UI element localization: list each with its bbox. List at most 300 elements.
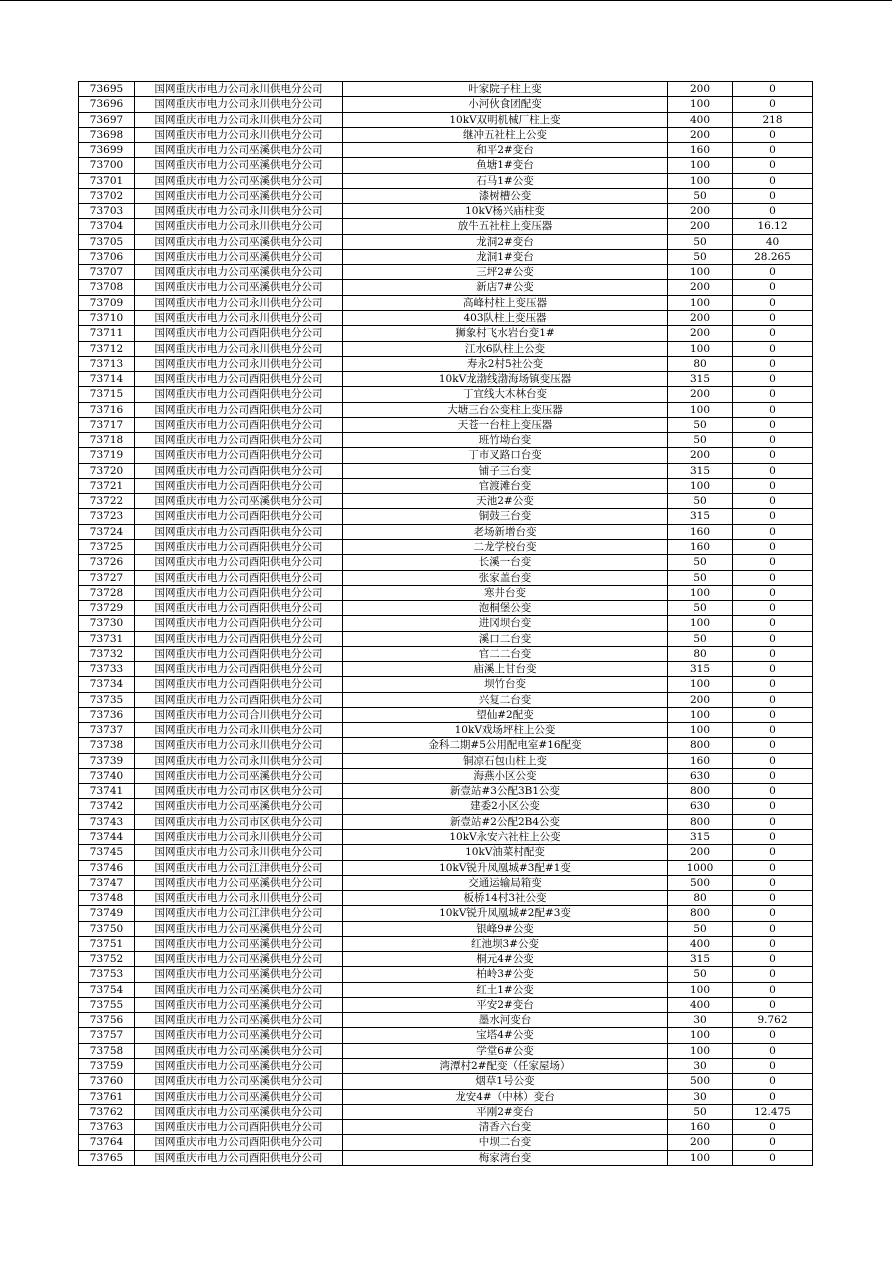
company-cell: 国网重庆市电力公司巫溪供电分公司 <box>135 188 343 203</box>
record-id-cell: 73733 <box>79 662 135 677</box>
table-row <box>79 662 813 677</box>
value-cell: 0 <box>733 372 813 387</box>
record-id-cell: 73723 <box>79 509 135 524</box>
record-id-cell: 73698 <box>79 127 135 142</box>
table-row <box>79 494 813 509</box>
transformer-name-cell: 江水6队柱上公变 <box>343 341 668 356</box>
record-id-cell: 73764 <box>79 1135 135 1150</box>
capacity-cell: 50 <box>668 921 733 936</box>
value-cell: 0 <box>733 570 813 585</box>
table-row <box>79 372 813 387</box>
transformer-name-cell: 湾潭村2#配变（任家屋场） <box>343 1059 668 1074</box>
transformer-name-cell: 龙洞2#变台 <box>343 234 668 249</box>
table-row <box>79 555 813 570</box>
value-cell: 0 <box>733 127 813 142</box>
value-cell: 0 <box>733 1135 813 1150</box>
capacity-cell: 160 <box>668 1120 733 1135</box>
transformer-name-cell: 桐元4#公变 <box>343 952 668 967</box>
transformer-name-cell: 兴复二台变 <box>343 692 668 707</box>
value-cell: 0 <box>733 616 813 631</box>
transformer-name-cell: 10kV双明机械厂柱上变 <box>343 112 668 127</box>
capacity-cell: 100 <box>668 616 733 631</box>
transformer-name-cell: 梅家湾台变 <box>343 1150 668 1165</box>
transformer-name-cell: 新壹站#2公配2B4公变 <box>343 814 668 829</box>
transformer-name-cell: 铺子三台变 <box>343 463 668 478</box>
value-cell: 0 <box>733 982 813 997</box>
capacity-cell: 100 <box>668 295 733 310</box>
company-cell: 国网重庆市电力公司巫溪供电分公司 <box>135 173 343 188</box>
table-row <box>79 509 813 524</box>
company-cell: 国网重庆市电力公司市区供电分公司 <box>135 814 343 829</box>
capacity-cell: 200 <box>668 692 733 707</box>
company-cell: 国网重庆市电力公司永川供电分公司 <box>135 204 343 219</box>
company-cell: 国网重庆市电力公司永川供电分公司 <box>135 830 343 845</box>
capacity-cell: 315 <box>668 952 733 967</box>
transformer-name-cell: 清香六台变 <box>343 1120 668 1135</box>
transformer-name-cell: 班竹坳台变 <box>343 433 668 448</box>
table-row <box>79 1120 813 1135</box>
value-cell: 0 <box>733 494 813 509</box>
transformer-name-cell: 建委2小区公变 <box>343 799 668 814</box>
transformer-name-cell: 金科二期#5公用配电室#16配变 <box>343 738 668 753</box>
capacity-cell: 200 <box>668 219 733 234</box>
capacity-cell: 800 <box>668 814 733 829</box>
company-cell: 国网重庆市电力公司永川供电分公司 <box>135 341 343 356</box>
company-cell: 国网重庆市电力公司酉阳供电分公司 <box>135 478 343 493</box>
capacity-cell: 800 <box>668 784 733 799</box>
capacity-cell: 315 <box>668 463 733 478</box>
record-id-cell: 73706 <box>79 249 135 264</box>
transformer-name-cell: 海燕小区公变 <box>343 768 668 783</box>
table-row <box>79 585 813 600</box>
record-id-cell: 73756 <box>79 1013 135 1028</box>
capacity-cell: 100 <box>668 265 733 280</box>
transformer-name-cell: 泡桐堡公变 <box>343 601 668 616</box>
record-id-cell: 73717 <box>79 417 135 432</box>
value-cell: 0 <box>733 143 813 158</box>
capacity-cell: 30 <box>668 1059 733 1074</box>
transformer-name-cell: 放牛五社柱上变压器 <box>343 219 668 234</box>
company-cell: 国网重庆市电力公司永川供电分公司 <box>135 310 343 325</box>
capacity-cell: 630 <box>668 768 733 783</box>
company-cell: 国网重庆市电力公司巫溪供电分公司 <box>135 1104 343 1119</box>
company-cell: 国网重庆市电力公司永川供电分公司 <box>135 295 343 310</box>
page-top-rule <box>0 0 892 1</box>
table-row <box>79 417 813 432</box>
company-cell: 国网重庆市电力公司酉阳供电分公司 <box>135 677 343 692</box>
transformer-name-cell: 学堂6#公变 <box>343 1043 668 1058</box>
company-cell: 国网重庆市电力公司酉阳供电分公司 <box>135 448 343 463</box>
company-cell: 国网重庆市电力公司巫溪供电分公司 <box>135 768 343 783</box>
company-cell: 国网重庆市电力公司酉阳供电分公司 <box>135 601 343 616</box>
transformer-name-cell: 狮象村飞水岩台变1# <box>343 326 668 341</box>
table-row <box>79 387 813 402</box>
capacity-cell: 100 <box>668 97 733 112</box>
value-cell: 0 <box>733 997 813 1012</box>
company-cell: 国网重庆市电力公司酉阳供电分公司 <box>135 402 343 417</box>
company-cell: 国网重庆市电力公司市区供电分公司 <box>135 784 343 799</box>
transformer-name-cell: 坝竹台变 <box>343 677 668 692</box>
company-cell: 国网重庆市电力公司巫溪供电分公司 <box>135 921 343 936</box>
capacity-cell: 80 <box>668 356 733 371</box>
record-id-cell: 73727 <box>79 570 135 585</box>
company-cell: 国网重庆市电力公司酉阳供电分公司 <box>135 692 343 707</box>
transformer-name-cell: 平安2#变台 <box>343 997 668 1012</box>
record-id-cell: 73749 <box>79 906 135 921</box>
value-cell: 9.762 <box>733 1013 813 1028</box>
value-cell: 28.265 <box>733 249 813 264</box>
record-id-cell: 73757 <box>79 1028 135 1043</box>
transformer-name-cell: 403队柱上变压器 <box>343 310 668 325</box>
company-cell: 国网重庆市电力公司巫溪供电分公司 <box>135 1043 343 1058</box>
value-cell: 0 <box>733 936 813 951</box>
record-id-cell: 73725 <box>79 539 135 554</box>
record-id-cell: 73762 <box>79 1104 135 1119</box>
transformer-name-cell: 中坝二台变 <box>343 1135 668 1150</box>
record-id-cell: 73701 <box>79 173 135 188</box>
table-row <box>79 1135 813 1150</box>
company-cell: 国网重庆市电力公司酉阳供电分公司 <box>135 387 343 402</box>
value-cell: 0 <box>733 646 813 661</box>
value-cell: 0 <box>733 524 813 539</box>
company-cell: 国网重庆市电力公司合川供电分公司 <box>135 707 343 722</box>
transformer-name-cell: 10kV锐升凤凰城#3配#1变 <box>343 860 668 875</box>
value-cell: 0 <box>733 97 813 112</box>
value-cell: 0 <box>733 1089 813 1104</box>
value-cell: 0 <box>733 158 813 173</box>
company-cell: 国网重庆市电力公司巫溪供电分公司 <box>135 234 343 249</box>
capacity-cell: 200 <box>668 310 733 325</box>
transformer-name-cell: 丁宜线大木林台变 <box>343 387 668 402</box>
company-cell: 国网重庆市电力公司永川供电分公司 <box>135 753 343 768</box>
record-id-cell: 73720 <box>79 463 135 478</box>
company-cell: 国网重庆市电力公司巫溪供电分公司 <box>135 1013 343 1028</box>
transformer-name-cell: 三坪2#公变 <box>343 265 668 280</box>
value-cell: 0 <box>733 662 813 677</box>
table-row <box>79 1059 813 1074</box>
company-cell: 国网重庆市电力公司巫溪供电分公司 <box>135 265 343 280</box>
value-cell: 0 <box>733 1074 813 1089</box>
company-cell: 国网重庆市电力公司巫溪供电分公司 <box>135 494 343 509</box>
transformer-name-cell: 和平2#变台 <box>343 143 668 158</box>
transformer-name-cell: 10kV杨兴庙柱变 <box>343 204 668 219</box>
record-id-cell: 73758 <box>79 1043 135 1058</box>
record-id-cell: 73703 <box>79 204 135 219</box>
value-cell: 0 <box>733 952 813 967</box>
record-id-cell: 73715 <box>79 387 135 402</box>
record-id-cell: 73740 <box>79 768 135 783</box>
record-id-cell: 73754 <box>79 982 135 997</box>
value-cell: 16.12 <box>733 219 813 234</box>
transformer-name-cell: 10kV戏场坪柱上公变 <box>343 723 668 738</box>
table-row <box>79 97 813 112</box>
capacity-cell: 500 <box>668 875 733 890</box>
company-cell: 国网重庆市电力公司巫溪供电分公司 <box>135 997 343 1012</box>
table-row <box>79 753 813 768</box>
record-id-cell: 73712 <box>79 341 135 356</box>
record-id-cell: 73738 <box>79 738 135 753</box>
value-cell: 0 <box>733 814 813 829</box>
value-cell: 0 <box>733 1059 813 1074</box>
transformer-name-cell: 官二二台变 <box>343 646 668 661</box>
value-cell: 0 <box>733 1150 813 1165</box>
company-cell: 国网重庆市电力公司酉阳供电分公司 <box>135 585 343 600</box>
record-id-cell: 73697 <box>79 112 135 127</box>
value-cell: 0 <box>733 509 813 524</box>
table-row <box>79 982 813 997</box>
capacity-cell: 50 <box>668 601 733 616</box>
record-id-cell: 73755 <box>79 997 135 1012</box>
value-cell: 0 <box>733 967 813 982</box>
company-cell: 国网重庆市电力公司永川供电分公司 <box>135 97 343 112</box>
company-cell: 国网重庆市电力公司巫溪供电分公司 <box>135 875 343 890</box>
table-row <box>79 677 813 692</box>
record-id-cell: 73747 <box>79 875 135 890</box>
capacity-cell: 200 <box>668 1135 733 1150</box>
capacity-cell: 100 <box>668 341 733 356</box>
table-row <box>79 188 813 203</box>
transformer-name-cell: 10kV永安六社柱上公变 <box>343 830 668 845</box>
record-id-cell: 73705 <box>79 234 135 249</box>
table-row <box>79 341 813 356</box>
capacity-cell: 100 <box>668 402 733 417</box>
transformer-name-cell: 板桥14村3社公变 <box>343 891 668 906</box>
table-row <box>79 570 813 585</box>
company-cell: 国网重庆市电力公司永川供电分公司 <box>135 891 343 906</box>
table-row <box>79 478 813 493</box>
value-cell: 0 <box>733 723 813 738</box>
table-row <box>79 967 813 982</box>
transformer-name-cell: 漆树槽公变 <box>343 188 668 203</box>
transformer-name-cell: 长溪一台变 <box>343 555 668 570</box>
company-cell: 国网重庆市电力公司酉阳供电分公司 <box>135 1150 343 1165</box>
record-id-cell: 73718 <box>79 433 135 448</box>
value-cell: 0 <box>733 417 813 432</box>
table-row <box>79 707 813 722</box>
table-row <box>79 845 813 860</box>
table-row <box>79 326 813 341</box>
table-row <box>79 921 813 936</box>
capacity-cell: 50 <box>668 417 733 432</box>
value-cell: 0 <box>733 601 813 616</box>
table-row <box>79 1013 813 1028</box>
transformer-name-cell: 龙安4#（中林）变台 <box>343 1089 668 1104</box>
capacity-cell: 50 <box>668 188 733 203</box>
company-cell: 国网重庆市电力公司酉阳供电分公司 <box>135 372 343 387</box>
capacity-cell: 400 <box>668 112 733 127</box>
table-row <box>79 295 813 310</box>
transformer-name-cell: 鱼塘1#变台 <box>343 158 668 173</box>
company-cell: 国网重庆市电力公司永川供电分公司 <box>135 738 343 753</box>
transformer-name-cell: 叶家院子柱上变 <box>343 82 668 97</box>
table-row <box>79 356 813 371</box>
table-row <box>79 952 813 967</box>
table-row <box>79 723 813 738</box>
table-row <box>79 906 813 921</box>
record-id-cell: 73736 <box>79 707 135 722</box>
value-cell: 0 <box>733 341 813 356</box>
record-id-cell: 73761 <box>79 1089 135 1104</box>
record-id-cell: 73710 <box>79 310 135 325</box>
transformer-name-cell: 高峰村柱上变压器 <box>343 295 668 310</box>
company-cell: 国网重庆市电力公司巫溪供电分公司 <box>135 1059 343 1074</box>
transformer-name-cell: 10kV龙渤线渤海场镇变压器 <box>343 372 668 387</box>
transformer-name-cell: 进冈坝台变 <box>343 616 668 631</box>
table-row <box>79 280 813 295</box>
company-cell: 国网重庆市电力公司酉阳供电分公司 <box>135 524 343 539</box>
company-cell: 国网重庆市电力公司巫溪供电分公司 <box>135 1074 343 1089</box>
record-id-cell: 73722 <box>79 494 135 509</box>
capacity-cell: 200 <box>668 326 733 341</box>
transformer-name-cell: 小河伙食团配变 <box>343 97 668 112</box>
transformer-name-cell: 寒井台变 <box>343 585 668 600</box>
record-id-cell: 73709 <box>79 295 135 310</box>
record-id-cell: 73696 <box>79 97 135 112</box>
table-row <box>79 830 813 845</box>
table-row <box>79 616 813 631</box>
capacity-cell: 50 <box>668 570 733 585</box>
company-cell: 国网重庆市电力公司酉阳供电分公司 <box>135 646 343 661</box>
capacity-cell: 160 <box>668 539 733 554</box>
value-cell: 40 <box>733 234 813 249</box>
capacity-cell: 50 <box>668 631 733 646</box>
table-row <box>79 173 813 188</box>
record-id-cell: 73716 <box>79 402 135 417</box>
table-row <box>79 158 813 173</box>
company-cell: 国网重庆市电力公司巫溪供电分公司 <box>135 1028 343 1043</box>
record-id-cell: 73728 <box>79 585 135 600</box>
capacity-cell: 160 <box>668 524 733 539</box>
record-id-cell: 73700 <box>79 158 135 173</box>
value-cell: 0 <box>733 799 813 814</box>
record-id-cell: 73711 <box>79 326 135 341</box>
company-cell: 国网重庆市电力公司酉阳供电分公司 <box>135 539 343 554</box>
transformer-name-cell: 大塘三台公变柱上变压器 <box>343 402 668 417</box>
company-cell: 国网重庆市电力公司巫溪供电分公司 <box>135 799 343 814</box>
record-id-cell: 73719 <box>79 448 135 463</box>
record-id-cell: 73714 <box>79 372 135 387</box>
record-id-cell: 73748 <box>79 891 135 906</box>
transformer-name-cell: 10kV锐升凤凰城#2配#3变 <box>343 906 668 921</box>
transformer-name-cell: 溪口二台变 <box>343 631 668 646</box>
capacity-cell: 80 <box>668 646 733 661</box>
table-row <box>79 539 813 554</box>
capacity-cell: 100 <box>668 982 733 997</box>
table-row <box>79 1074 813 1089</box>
company-cell: 国网重庆市电力公司酉阳供电分公司 <box>135 662 343 677</box>
record-id-cell: 73737 <box>79 723 135 738</box>
capacity-cell: 50 <box>668 433 733 448</box>
table-row <box>79 402 813 417</box>
transformer-name-cell: 红池坝3#公变 <box>343 936 668 951</box>
capacity-cell: 100 <box>668 478 733 493</box>
record-id-cell: 73695 <box>79 82 135 97</box>
company-cell: 国网重庆市电力公司酉阳供电分公司 <box>135 463 343 478</box>
value-cell: 0 <box>733 631 813 646</box>
transformer-name-cell: 庙溪上甘台变 <box>343 662 668 677</box>
record-id-cell: 73735 <box>79 692 135 707</box>
capacity-cell: 500 <box>668 1074 733 1089</box>
record-id-cell: 73739 <box>79 753 135 768</box>
company-cell: 国网重庆市电力公司江津供电分公司 <box>135 906 343 921</box>
value-cell: 0 <box>733 463 813 478</box>
record-id-cell: 73765 <box>79 1150 135 1165</box>
capacity-cell: 50 <box>668 494 733 509</box>
transformer-name-cell: 铜鼓三台变 <box>343 509 668 524</box>
capacity-cell: 315 <box>668 830 733 845</box>
transformer-table <box>78 81 813 1166</box>
company-cell: 国网重庆市电力公司永川供电分公司 <box>135 112 343 127</box>
value-cell: 0 <box>733 891 813 906</box>
value-cell: 0 <box>733 555 813 570</box>
capacity-cell: 50 <box>668 249 733 264</box>
table-row <box>79 997 813 1012</box>
company-cell: 国网重庆市电力公司永川供电分公司 <box>135 356 343 371</box>
table-row <box>79 814 813 829</box>
company-cell: 国网重庆市电力公司江津供电分公司 <box>135 860 343 875</box>
capacity-cell: 315 <box>668 662 733 677</box>
record-id-cell: 73702 <box>79 188 135 203</box>
company-cell: 国网重庆市电力公司酉阳供电分公司 <box>135 509 343 524</box>
transformer-name-cell: 宝塔4#公变 <box>343 1028 668 1043</box>
record-id-cell: 73726 <box>79 555 135 570</box>
transformer-name-cell: 红土1#公变 <box>343 982 668 997</box>
value-cell: 218 <box>733 112 813 127</box>
table-row <box>79 143 813 158</box>
capacity-cell: 200 <box>668 280 733 295</box>
transformer-name-cell: 烟草1号公变 <box>343 1074 668 1089</box>
table-row <box>79 249 813 264</box>
transformer-name-cell: 银峰9#公变 <box>343 921 668 936</box>
company-cell: 国网重庆市电力公司永川供电分公司 <box>135 845 343 860</box>
record-id-cell: 73753 <box>79 967 135 982</box>
table-row <box>79 219 813 234</box>
transformer-name-cell: 张家盖台变 <box>343 570 668 585</box>
value-cell: 0 <box>733 845 813 860</box>
transformer-name-cell: 天苍一台柱上变压器 <box>343 417 668 432</box>
capacity-cell: 315 <box>668 372 733 387</box>
table-row <box>79 1089 813 1104</box>
capacity-cell: 315 <box>668 509 733 524</box>
transformer-name-cell: 柏岭3#公变 <box>343 967 668 982</box>
table-row <box>79 1043 813 1058</box>
company-cell: 国网重庆市电力公司酉阳供电分公司 <box>135 417 343 432</box>
record-id-cell: 73744 <box>79 830 135 845</box>
transformer-name-cell: 铜凉石包山柱上变 <box>343 753 668 768</box>
table-row <box>79 1028 813 1043</box>
table-row <box>79 448 813 463</box>
value-cell: 0 <box>733 692 813 707</box>
value-cell: 0 <box>733 188 813 203</box>
table-row <box>79 204 813 219</box>
value-cell: 0 <box>733 784 813 799</box>
value-cell: 0 <box>733 539 813 554</box>
capacity-cell: 100 <box>668 707 733 722</box>
capacity-cell: 100 <box>668 677 733 692</box>
company-cell: 国网重庆市电力公司酉阳供电分公司 <box>135 555 343 570</box>
record-id-cell: 73704 <box>79 219 135 234</box>
record-id-cell: 73742 <box>79 799 135 814</box>
table-row <box>79 463 813 478</box>
capacity-cell: 100 <box>668 585 733 600</box>
table-body <box>79 82 813 1166</box>
capacity-cell: 160 <box>668 143 733 158</box>
capacity-cell: 50 <box>668 967 733 982</box>
transformer-name-cell: 天池2#公变 <box>343 494 668 509</box>
value-cell: 0 <box>733 295 813 310</box>
record-id-cell: 73750 <box>79 921 135 936</box>
capacity-cell: 100 <box>668 1043 733 1058</box>
